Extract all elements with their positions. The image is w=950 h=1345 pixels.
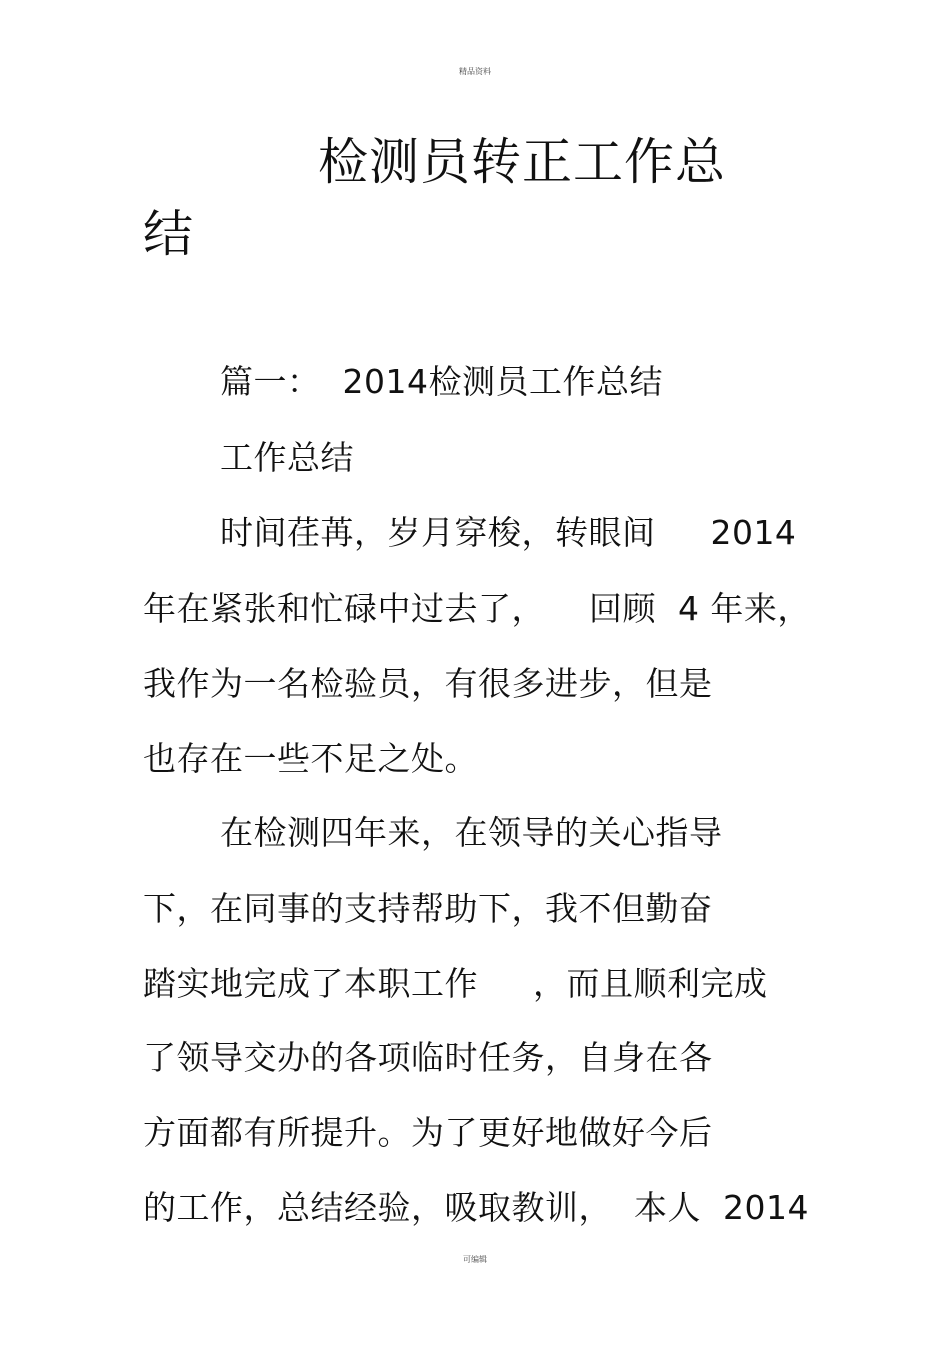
paragraph-line: 我作为一名检验员，有很多进步，但是 xyxy=(143,664,713,703)
paragraph-line: 时间荏苒，岁月穿梭，转眼间 2014 xyxy=(220,513,797,552)
footer-watermark: 可编辑 xyxy=(463,1255,487,1264)
paragraph-line: 也存在一些不足之处。 xyxy=(143,739,478,778)
paragraph-line: 在检测四年来，在领导的关心指导 xyxy=(220,813,723,852)
header-watermark: 精品资料 xyxy=(459,67,491,76)
paragraph-line: 方面都有所提升。为了更好地做好今后 xyxy=(143,1113,713,1152)
paragraph-line: 年在紧张和忙碌中过去了， 回顾 4 年来， xyxy=(143,589,811,628)
paragraph-line: 的工作，总结经验，吸取教训， 本人 2014 xyxy=(143,1188,809,1227)
subheading: 工作总结 xyxy=(220,438,354,477)
paragraph-line: 踏实地完成了本职工作 ，而且顺利完成 xyxy=(143,964,768,1003)
paragraph-line: 了领导交办的各项临时任务，自身在各 xyxy=(143,1038,713,1077)
document-title-line-1: 检测员转正工作总 xyxy=(318,133,726,191)
section-heading: 篇一： 2014检测员工作总结 xyxy=(220,362,663,401)
paragraph-line: 下，在同事的支持帮助下，我不但勤奋 xyxy=(143,889,713,928)
document-title-line-2: 结 xyxy=(143,205,194,263)
